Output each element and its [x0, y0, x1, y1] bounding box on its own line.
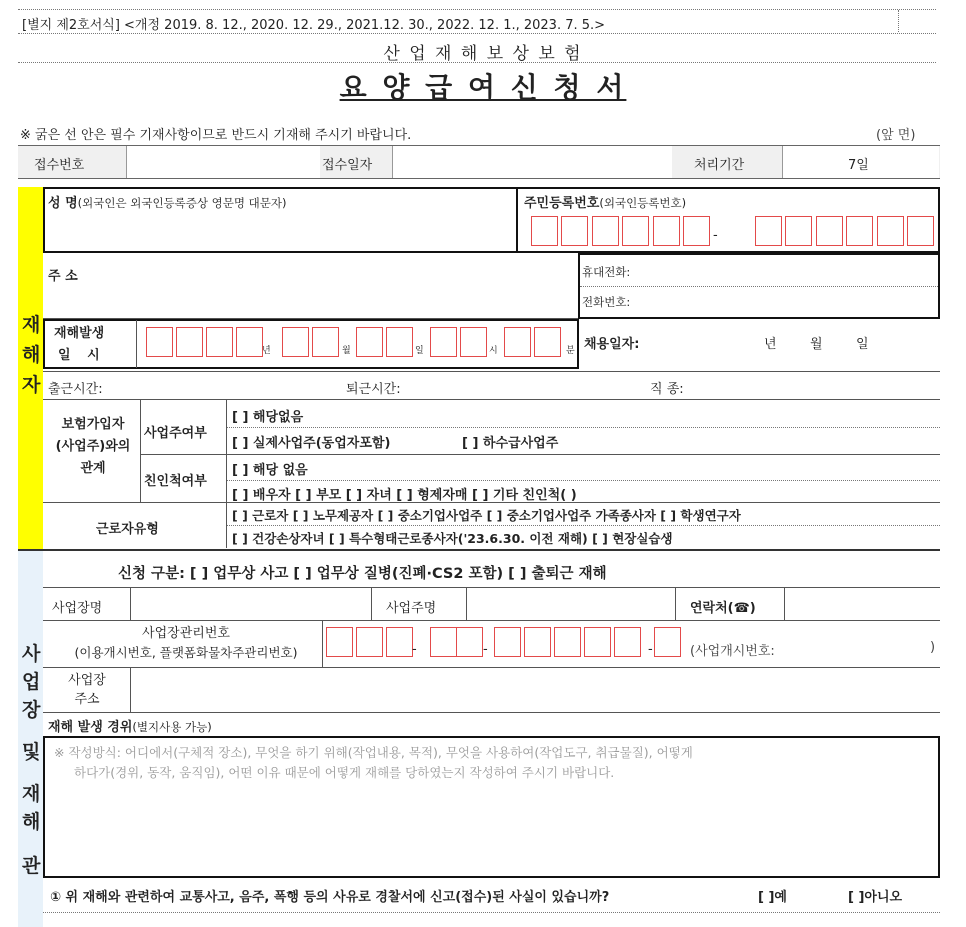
divider	[675, 588, 676, 620]
divider	[898, 10, 899, 32]
workplace-name-label: 사업장명	[52, 601, 103, 616]
mgmt-digit-box-6[interactable]	[494, 627, 521, 657]
relative-status-label: 친인척여부	[144, 474, 207, 489]
processing-period-value: 7일	[848, 158, 869, 173]
rrn-label-wrap: 주민등록번호(외국인등록번호)	[524, 196, 687, 211]
worker-section-label: 재 해 자	[22, 314, 41, 396]
divider	[140, 400, 141, 502]
datetime-digit-box-4[interactable]	[236, 327, 263, 357]
accident-datetime-label: 재해발생 일 시	[54, 326, 106, 363]
history-label-wrap: 재해 발생 경위(별지사용 가능)	[48, 720, 212, 735]
processing-period-label: 처리기간	[694, 158, 745, 173]
mgmt-digit-box-11[interactable]	[654, 627, 681, 657]
mgmt-dash-3: -	[648, 642, 653, 657]
receipt-date-field[interactable]	[392, 146, 672, 178]
divider	[43, 620, 940, 621]
hire-year: 년	[764, 337, 777, 352]
section-divider	[18, 549, 940, 551]
rrn-digit-box-4[interactable]	[622, 216, 649, 246]
rrn-digit-box-12[interactable]	[907, 216, 934, 246]
receipt-date-label: 접수일자	[322, 158, 373, 173]
mgmt-digit-box-2[interactable]	[356, 627, 383, 657]
divider	[43, 502, 940, 503]
contact-field[interactable]	[785, 588, 940, 620]
divider	[322, 621, 323, 667]
divider	[43, 399, 940, 400]
name-label-wrap: 성 명(외국인은 외국인등록증상 영문명 대문자)	[48, 196, 287, 211]
accident-datetime-box	[43, 319, 579, 369]
employer-opt-sub[interactable]: [ ] 하수급사업주	[462, 436, 559, 451]
worker-type-opts-1[interactable]: [ ] 근로자 [ ] 노무제공자 [ ] 중소기업사업주 [ ] 중소기업사업주 가족종사자 [ ] 학생연구자	[232, 508, 741, 523]
contact-label: 연락처(☎)	[690, 601, 756, 616]
datetime-digit-box-5[interactable]	[282, 327, 309, 357]
mgmt-digit-box-3[interactable]	[386, 627, 413, 657]
divider	[43, 712, 940, 713]
police-report-question: ① 위 재해와 관련하여 교통사고, 음주, 폭행 등의 사유로 경찰서에 신고(접수)된 사실이 있습니까?	[50, 890, 610, 905]
datetime-digit-box-3[interactable]	[206, 327, 233, 357]
receipt-number-field[interactable]	[126, 146, 320, 178]
police-report-yes[interactable]: [ ]예	[758, 890, 787, 905]
divider	[43, 912, 940, 913]
datetime-digit-box-6[interactable]	[312, 327, 339, 357]
divider	[140, 454, 940, 455]
relation-label: 보험가입자 (사업주)와의 관계	[55, 417, 131, 476]
mgmt-number-label: 사업장관리번호 (이용개시번호, 플랫폼화물차주관리번호)	[74, 626, 298, 660]
page-side: (앞 면)	[876, 128, 916, 143]
rrn-digit-box-2[interactable]	[561, 216, 588, 246]
unit-hour: 시	[489, 346, 498, 356]
hire-day: 일	[856, 337, 869, 352]
job-type-label: 직 종:	[650, 382, 684, 397]
mobile-label: 휴대전화:	[582, 265, 631, 279]
workplace-address-field[interactable]	[131, 668, 940, 712]
receipt-number-label: 접수번호	[34, 158, 85, 173]
police-report-no[interactable]: [ ]아니오	[848, 890, 903, 905]
history-hint-2: 하다가(경위, 동작, 움직임), 어떤 이유 때문에 어떻게 재해를 당하였는지 작성하여 주시기 바랍니다.	[74, 765, 615, 780]
owner-name-label: 사업주명	[386, 601, 437, 616]
workplace-address-label: 사업장 주소	[68, 673, 106, 707]
start-number-label: (사업개시번호:	[690, 644, 775, 659]
form-title: 요 양 급 여 신 청 서	[339, 71, 627, 104]
unit-minute: 분	[566, 346, 575, 356]
commute-in-label: 출근시간:	[48, 382, 103, 397]
datetime-digit-box-12[interactable]	[534, 327, 561, 357]
address-field[interactable]	[43, 253, 579, 319]
address-label: 주 소	[48, 269, 78, 284]
rrn-digit-box-1[interactable]	[531, 216, 558, 246]
workplace-name-field[interactable]	[131, 588, 371, 620]
mgmt-digit-box-4[interactable]	[430, 627, 457, 657]
divider	[227, 427, 940, 428]
employer-opt-actual[interactable]: [ ] 실제사업주(동업자포함)	[232, 436, 391, 451]
workplace-section-label: 사 업 장 및 재 해 관	[22, 643, 41, 877]
claim-type[interactable]: 신청 구분: [ ] 업무상 사고 [ ] 업무상 질병(진폐·CS2 포함) [ ] 출퇴근 재해	[118, 566, 607, 582]
unit-month: 월	[342, 346, 351, 356]
datetime-digit-box-8[interactable]	[386, 327, 413, 357]
divider	[371, 588, 372, 620]
worker-type-opts-2[interactable]: [ ] 건강손상자녀 [ ] 특수형태근로종사자('23.6.30. 이전 재해) [ ] 현장실습생	[232, 531, 673, 546]
rrn-digit-box-5[interactable]	[653, 216, 680, 246]
mgmt-digit-box-8[interactable]	[554, 627, 581, 657]
mgmt-dash-1: -	[412, 642, 417, 657]
mgmt-digit-box-10[interactable]	[614, 627, 641, 657]
start-number-close: )	[930, 640, 936, 655]
hire-month: 월	[810, 337, 823, 352]
hire-date-label: 채용일자:	[584, 337, 640, 352]
datetime-digit-box-9[interactable]	[430, 327, 457, 357]
datetime-digit-box-7[interactable]	[356, 327, 383, 357]
mgmt-digit-box-7[interactable]	[524, 627, 551, 657]
top-border	[18, 9, 936, 10]
rrn-dash: -	[713, 228, 718, 243]
unit-day: 일	[415, 346, 424, 356]
rrn-digit-box-8[interactable]	[785, 216, 812, 246]
rrn-digit-box-11[interactable]	[877, 216, 904, 246]
employer-status-label: 사업주여부	[144, 426, 207, 441]
relative-opts[interactable]: [ ] 배우자 [ ] 부모 [ ] 자녀 [ ] 형제자매 [ ] 기타 친인척( )	[232, 488, 577, 503]
rrn-digit-box-6[interactable]	[683, 216, 710, 246]
mgmt-dash-2: -	[483, 642, 488, 657]
divider	[136, 320, 137, 368]
unit-year: 년	[262, 346, 271, 356]
datetime-digit-box-1[interactable]	[146, 327, 173, 357]
required-notice: ※ 굵은 선 안은 필수 기재사항이므로 반드시 기재해 주시기 바랍니다.	[20, 128, 412, 143]
mgmt-digit-box-5[interactable]	[456, 627, 483, 657]
relative-opt-none[interactable]: [ ] 해당 없음	[232, 463, 308, 478]
divider	[580, 286, 938, 287]
phone-label: 전화번호:	[582, 295, 631, 309]
rrn-digit-box-10[interactable]	[846, 216, 873, 246]
rrn-digit-box-9[interactable]	[816, 216, 843, 246]
mgmt-digit-box-1[interactable]	[326, 627, 353, 657]
divider	[18, 62, 936, 63]
form-subtitle: 산 업 재 해 보 상 보 험	[383, 44, 583, 64]
rrn-digit-box-3[interactable]	[592, 216, 619, 246]
datetime-digit-box-11[interactable]	[504, 327, 531, 357]
employer-opt-none[interactable]: [ ] 해당없음	[232, 410, 304, 425]
history-hint-1: ※ 작성방식: 어디에서(구체적 장소), 무엇을 하기 위해(작업내용, 목적), 무엇을 사용하여(작업도구, 취급물질), 어떻게	[54, 745, 693, 760]
mgmt-digit-box-9[interactable]	[584, 627, 611, 657]
divider	[227, 525, 940, 526]
rrn-digit-box-7[interactable]	[755, 216, 782, 246]
datetime-digit-box-2[interactable]	[176, 327, 203, 357]
commute-out-label: 퇴근시간:	[346, 382, 401, 397]
divider	[43, 371, 940, 372]
worker-type-label: 근로자유형	[96, 522, 159, 537]
owner-name-field[interactable]	[467, 588, 675, 620]
divider	[227, 480, 940, 481]
divider	[18, 33, 936, 34]
form-number: [별지 제2호서식] <개정 2019. 8. 12., 2020. 12. 29., 2021.12. 30., 2022. 12. 1., 2023. 7. 5.>	[22, 18, 606, 33]
datetime-digit-box-10[interactable]	[460, 327, 487, 357]
